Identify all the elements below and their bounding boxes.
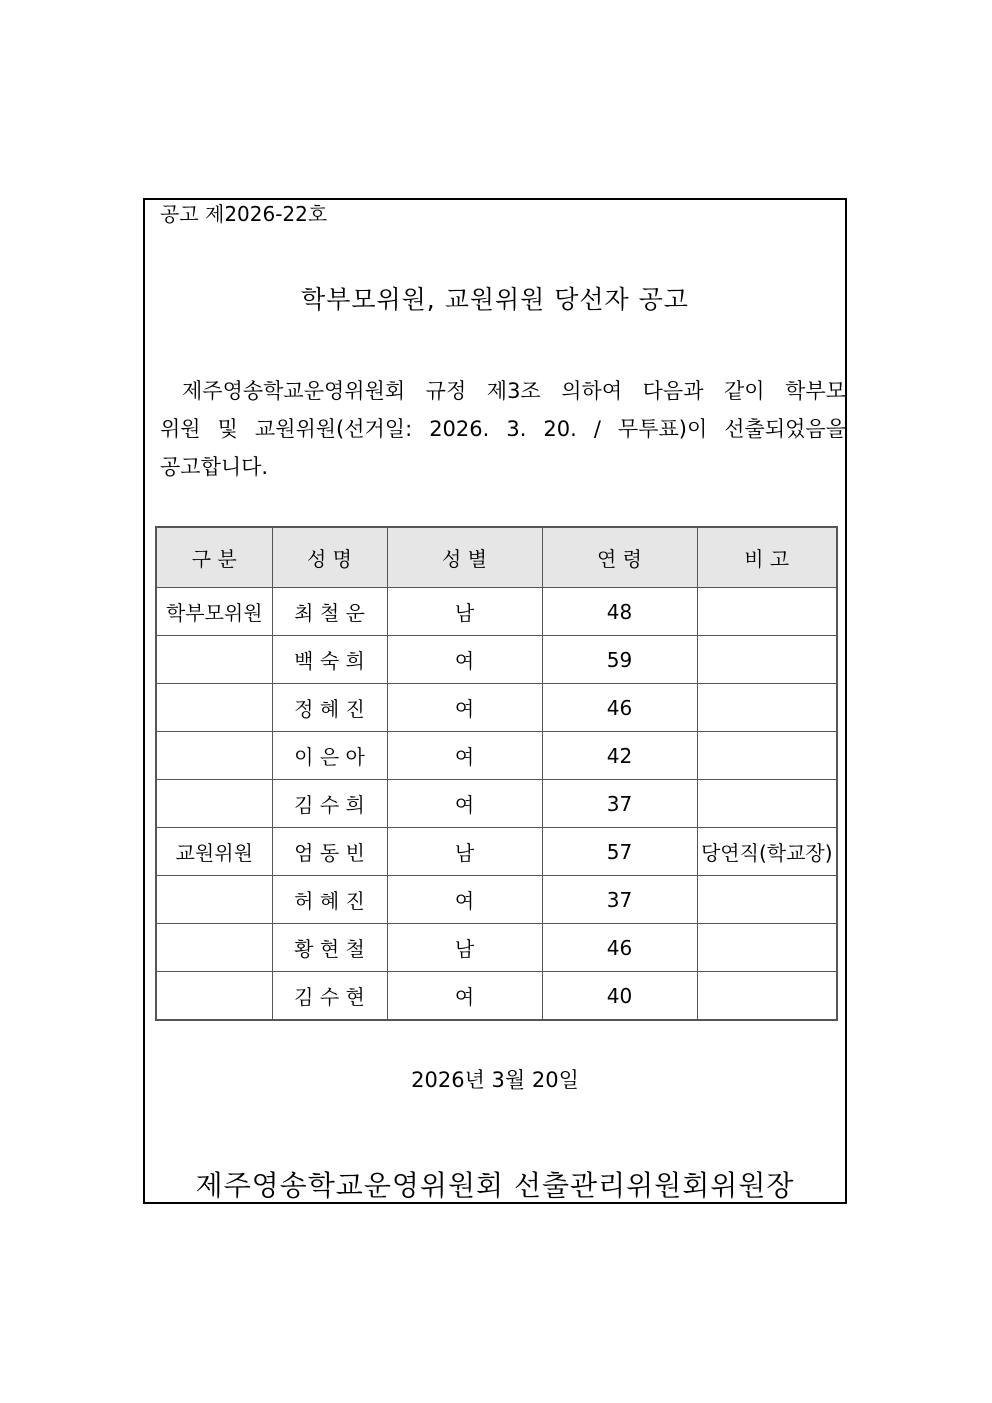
header-note: 비 고 [697, 527, 837, 588]
cell-category: 교원위원 [156, 828, 272, 876]
cell-note [697, 636, 837, 684]
cell-gender: 남 [387, 924, 542, 972]
cell-gender: 여 [387, 684, 542, 732]
cell-category [156, 972, 272, 1021]
cell-age: 37 [542, 876, 697, 924]
table-row [156, 876, 837, 924]
header-age: 연 령 [542, 527, 697, 588]
table-row [156, 636, 837, 684]
body-line: 제주영송학교운영위원회 규정 제3조 의하여 다음과 같이 학부모 [182, 379, 846, 403]
cell-gender: 여 [387, 732, 542, 780]
cell-name: 엄 동 빈 [272, 828, 387, 876]
notice-number: 공고 제2026-22호 [160, 202, 328, 226]
cell-age: 48 [542, 588, 697, 636]
cell-age: 59 [542, 636, 697, 684]
page-title: 학부모위원, 교원위원 당선자 공고 [301, 285, 689, 314]
cell-name: 이 은 아 [272, 732, 387, 780]
elected-members-table [155, 526, 838, 1021]
cell-gender: 여 [387, 972, 542, 1021]
issuer-title: 제주영송학교운영위원회 선출관리위원회위원장 [195, 1169, 795, 1202]
cell-category [156, 780, 272, 828]
cell-age: 57 [542, 828, 697, 876]
notice-body [160, 372, 846, 486]
cell-note [697, 924, 837, 972]
header-name: 성 명 [272, 527, 387, 588]
cell-name: 허 혜 진 [272, 876, 387, 924]
cell-category [156, 636, 272, 684]
table-row [156, 588, 837, 636]
header-gender: 성 별 [387, 527, 542, 588]
header-category: 구 분 [156, 527, 272, 588]
cell-age: 46 [542, 684, 697, 732]
cell-note [697, 972, 837, 1021]
cell-age: 42 [542, 732, 697, 780]
table-row [156, 828, 837, 876]
cell-age: 37 [542, 780, 697, 828]
cell-category: 학부모위원 [156, 588, 272, 636]
cell-category [156, 924, 272, 972]
table-body [156, 588, 837, 1021]
body-line: 공고합니다. [160, 455, 269, 479]
cell-name: 김 수 현 [272, 972, 387, 1021]
cell-gender: 여 [387, 636, 542, 684]
table-row [156, 972, 837, 1021]
notice-frame [143, 198, 847, 1204]
cell-gender: 여 [387, 780, 542, 828]
announcement-date: 2026년 3월 20일 [411, 1068, 579, 1092]
cell-note: 당연직(학교장) [697, 828, 837, 876]
cell-gender: 여 [387, 876, 542, 924]
cell-name: 김 수 희 [272, 780, 387, 828]
cell-name: 황 현 철 [272, 924, 387, 972]
cell-note [697, 588, 837, 636]
cell-gender: 남 [387, 828, 542, 876]
cell-category [156, 684, 272, 732]
cell-category [156, 876, 272, 924]
cell-note [697, 876, 837, 924]
table-row [156, 684, 837, 732]
cell-age: 40 [542, 972, 697, 1021]
cell-note [697, 780, 837, 828]
table-row [156, 924, 837, 972]
table-row [156, 732, 837, 780]
body-line: 위원 및 교원위원(선거일: 2026. 3. 20. / 무투표)이 선출되었음을 [160, 417, 846, 441]
cell-name: 백 숙 희 [272, 636, 387, 684]
cell-name: 정 혜 진 [272, 684, 387, 732]
cell-note [697, 732, 837, 780]
cell-age: 46 [542, 924, 697, 972]
cell-category [156, 732, 272, 780]
table-header-row [156, 527, 837, 588]
cell-gender: 남 [387, 588, 542, 636]
cell-note [697, 684, 837, 732]
cell-name: 최 철 운 [272, 588, 387, 636]
table-row [156, 780, 837, 828]
